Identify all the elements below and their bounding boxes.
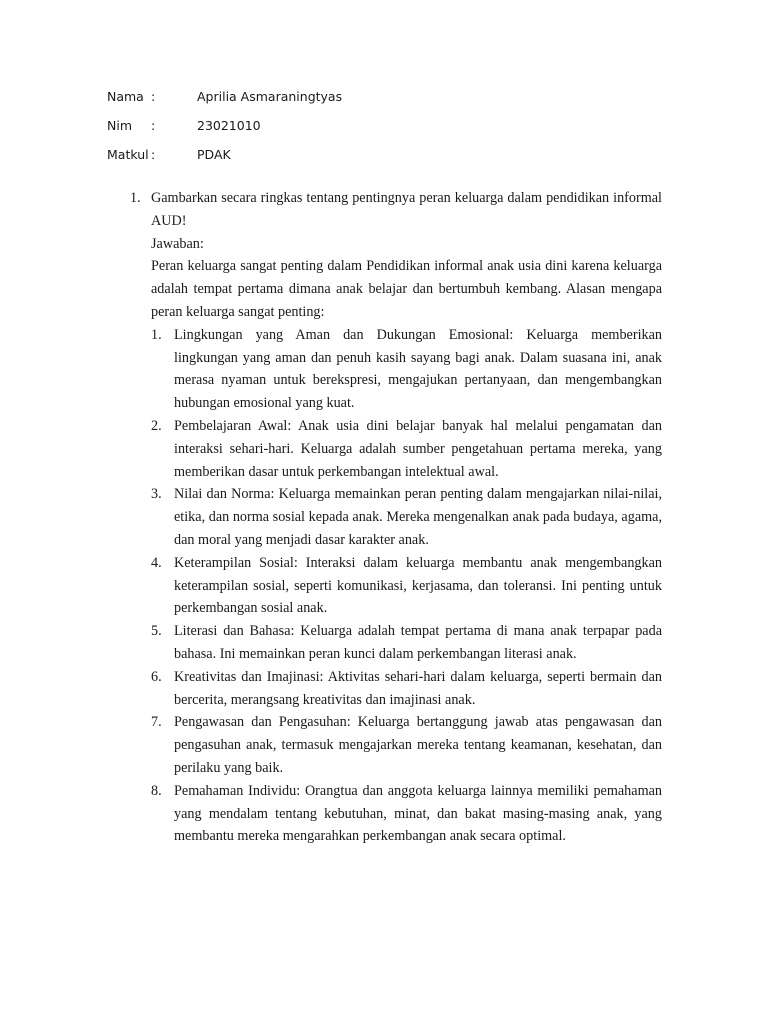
answer-intro: Peran keluarga sangat penting dalam Pendidikan informal anak usia dini karena keluarga adalah tempat pertama dimana anak belajar dan bertumbuh kembang. Alasan mengapa peran keluarga sangat penting: [151, 258, 662, 320]
question-item [130, 187, 662, 848]
list-item-number: 7. [151, 714, 162, 731]
list-item [151, 666, 662, 712]
list-item-text: Lingkungan yang Aman dan Dukungan Emosional: Keluarga memberikan lingkungan yang aman dan penuh kasih sayang bagi anak. Dalam suasana ini, anak merasa nyaman untuk berekspresi, mengajukan pertanyaan, dan mengembangkan hubungan emosional yang kuat. [174, 326, 662, 412]
header-colon: : [151, 89, 156, 104]
list-item-number: 8. [151, 782, 162, 799]
list-item [151, 324, 662, 415]
question-number: 1. [130, 190, 141, 206]
answer-points-list [151, 324, 662, 848]
list-item-number: 1. [151, 326, 162, 343]
header-label: Matkul [107, 147, 149, 162]
list-item-text: Keterampilan Sosial: Interaksi dalam keluarga membantu anak mengembangkan keterampilan sosial, seperti komunikasi, kerjasama, dan toleransi. Ini penting untuk perkembangan sosial anak. [174, 554, 662, 617]
list-item-text: Pengawasan dan Pengasuhan: Keluarga bertanggung jawab atas pengawasan dan pengasuhan anak, termasuk mengajarkan mereka tentang keamanan, kesehatan, dan perilaku yang baik. [174, 714, 662, 776]
list-item-text: Nilai dan Norma: Keluarga memainkan peran penting dalam mengajarkan nilai-nilai, etika, dan norma sosial kepada anak. Mereka mengenalkan anak pada budaya, agama, dan moral yang menjadi dasar karakter anak. [174, 486, 662, 548]
list-item-text: Pembelajaran Awal: Anak usia dini belajar banyak hal melalui pengamatan dan interaksi sehari-hari. Keluarga adalah sumber pengetahuan pertama mereka, yang memberikan dasar untuk perkembangan intelektual awal. [174, 417, 662, 480]
list-item-text: Literasi dan Bahasa: Keluarga adalah tempat pertama di mana anak terpapar pada bahasa. Ini memainkan peran kunci dalam perkembangan literasi anak. [174, 623, 662, 662]
header-colon: : [151, 147, 156, 162]
list-item-number: 2. [151, 417, 162, 434]
list-item-number: 3. [151, 486, 162, 503]
list-item-text: Kreativitas dan Imajinasi: Aktivitas sehari-hari dalam keluarga, seperti bermain dan bercerita, merangsang kreativitas dan imajinasi anak. [174, 668, 662, 708]
list-item [151, 483, 662, 551]
list-item [151, 415, 662, 483]
list-item-number: 4. [151, 554, 162, 571]
student-id: 23021010 [197, 118, 261, 133]
question-section [130, 187, 662, 848]
student-name: Aprilia Asmaraningtyas [197, 89, 343, 104]
list-item [151, 620, 662, 666]
list-item [151, 552, 662, 620]
list-item [151, 711, 662, 779]
header-colon: : [151, 118, 156, 133]
course-name: PDAK [197, 147, 231, 162]
list-item [151, 780, 662, 848]
list-item-number: 6. [151, 668, 162, 685]
header-label: Nama [107, 89, 144, 104]
list-item-number: 5. [151, 623, 162, 640]
header-label: Nim [107, 118, 132, 133]
question-text: Gambarkan secara ringkas tentang pentingnya peran keluarga dalam pendidikan informal AUD! [151, 190, 662, 229]
answer-label: Jawaban: [151, 235, 204, 252]
list-item-text: Pemahaman Individu: Orangtua dan anggota keluarga lainnya memiliki pemahaman yang mendalam tentang kebutuhan, minat, dan bakat masing-masing anak, yang membantu mereka mengarahkan perkembangan anak secara optimal. [174, 782, 662, 845]
